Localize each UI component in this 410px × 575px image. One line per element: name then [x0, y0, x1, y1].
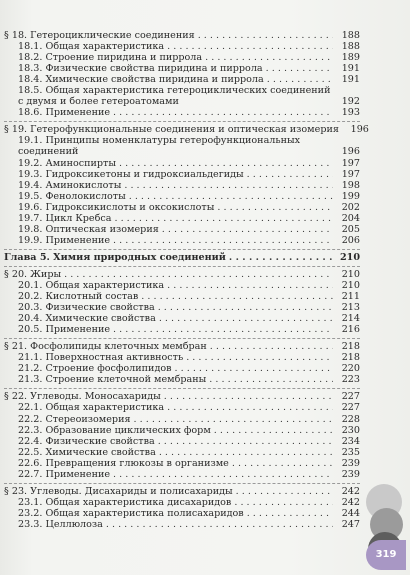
toc-entry-page: 239 — [341, 468, 360, 480]
toc-subsection — [4, 313, 360, 324]
toc-subsection — [4, 497, 360, 508]
toc-entry-page: 213 — [341, 302, 360, 314]
leader-dots — [114, 213, 333, 224]
toc-entry-page: 242 — [341, 496, 360, 508]
toc-subsection-multiline — [4, 135, 360, 157]
toc-subsection — [4, 352, 360, 363]
toc-entry-label: 19.9. Применение — [18, 234, 111, 246]
separator-line — [4, 388, 360, 389]
toc-entry-label: § 20. Жиры — [4, 268, 62, 280]
toc-entry-label: § 18. Гетероциклические соединения — [4, 30, 195, 41]
toc-entry-label: 19.1. Принципы номенклатуры гетерофункциональных соединений — [18, 135, 301, 158]
toc-section-s22 — [4, 391, 360, 479]
toc-entry-label: 19.8. Оптическая изомерия — [18, 223, 159, 235]
toc-entry-page: 205 — [341, 223, 360, 235]
leader-dots — [229, 252, 333, 263]
toc-subsection — [4, 224, 360, 235]
leader-dots — [164, 391, 333, 402]
toc-entry-page: 192 — [341, 96, 360, 108]
toc-entry-label: 22.4. Физические свойства — [18, 435, 155, 447]
toc-entry-page: 191 — [341, 74, 360, 86]
toc-subsection — [4, 469, 360, 480]
toc-entry-label: 20.5. Применение — [18, 324, 111, 336]
toc-entry-label: 22.3. Образование циклических форм — [18, 424, 211, 436]
toc-entry-label: 23.3. Целлюлоза — [18, 518, 103, 530]
toc-entry-label: 19.4. Аминокислоты — [18, 179, 122, 191]
toc-entry-label: § 21. Фосфолипиды клеточных мембран — [4, 341, 207, 353]
toc-subsection — [4, 425, 360, 436]
separator-line — [4, 266, 360, 267]
toc-entry-label: 19.5. Фенолокислоты — [18, 190, 126, 202]
toc-entry-page: 239 — [341, 457, 360, 469]
toc-entry-label: 22.5. Химические свойства — [18, 446, 156, 458]
toc-entry-page: 210 — [339, 251, 360, 263]
toc-entry-label: Глава 5. Химия природных соединений — [4, 251, 226, 263]
toc-section-title — [4, 341, 360, 352]
toc-subsection — [4, 202, 360, 213]
toc-subsection — [4, 508, 360, 519]
toc-subsection — [4, 363, 360, 374]
toc-entry-label: 19.3. Гидроксикетоны и гидроксиальдегиды — [18, 168, 244, 180]
leader-dots — [159, 313, 333, 324]
toc-entry-page: 242 — [341, 485, 360, 497]
leader-dots — [266, 63, 333, 74]
toc-entry-label: 19.6. Гидроксикислоты и оксокислоты — [18, 201, 215, 213]
toc-entry-label: 18.1. Общая характеристика — [18, 41, 165, 53]
toc-entry-page: 206 — [341, 234, 360, 246]
toc-section-s21 — [4, 341, 360, 385]
toc-entry-label: 20.2. Кислотный состав — [18, 291, 139, 303]
toc-entry-label: 20.4. Химические свойства — [18, 313, 156, 325]
toc-entry-page: 220 — [341, 363, 360, 375]
leader-dots — [167, 402, 333, 413]
leader-dots — [119, 158, 333, 169]
toc-entry-label: 22.2. Стереоизомерия — [18, 413, 131, 425]
toc-section-title — [4, 124, 369, 136]
toc-entry-page: 218 — [341, 352, 360, 364]
toc-entry-page: 227 — [341, 391, 360, 403]
toc-entry-page: 230 — [341, 424, 360, 436]
leader-dots — [113, 324, 333, 335]
toc-section-s19 — [4, 124, 369, 246]
leader-dots — [247, 508, 333, 519]
toc-subsection — [4, 402, 360, 413]
toc-subsection — [4, 169, 360, 180]
toc-subsection — [4, 158, 360, 169]
leader-dots — [205, 52, 333, 63]
leader-dots — [141, 291, 333, 302]
leader-dots — [217, 202, 333, 213]
toc-entry-page: 218 — [341, 341, 360, 353]
toc-entry-label: 21.2. Строение фосфолипидов — [18, 363, 172, 375]
toc-entry-page: 210 — [341, 279, 360, 291]
toc-entry-label: 21.3. Строение клеточной мембраны — [18, 374, 207, 386]
toc-entry-page: 247 — [341, 518, 360, 530]
toc-entry-label: 18.6. Применение — [18, 107, 111, 119]
toc-subsection — [4, 74, 360, 85]
toc-subsection — [4, 280, 360, 291]
toc-entry-page: 193 — [341, 107, 360, 119]
leader-dots — [210, 341, 333, 352]
toc-entry-label: § 19. Гетерофункциональные соединения и оптическая изомерия — [4, 124, 339, 136]
toc-subsection — [4, 291, 360, 302]
leader-dots — [234, 497, 333, 508]
toc-section-title — [4, 391, 360, 402]
toc-entry-page: 197 — [341, 168, 360, 180]
toc-entry-page: 244 — [341, 507, 360, 519]
toc-entry-page: 223 — [341, 374, 360, 386]
toc-section-title — [4, 269, 360, 280]
toc-entry-page: 228 — [341, 413, 360, 425]
toc-subsection — [4, 519, 360, 530]
toc-section-title — [4, 30, 360, 41]
toc-entry-label: 23.1. Общая характеристика дисахаридов — [18, 496, 232, 508]
toc-subsection — [4, 324, 360, 335]
toc-entry-page: 198 — [341, 179, 360, 191]
leader-dots — [113, 107, 333, 118]
toc-entry-page: 188 — [341, 41, 360, 53]
toc-entry-page: 211 — [341, 291, 360, 303]
toc-entry-page: 199 — [341, 190, 360, 202]
leader-dots — [113, 469, 333, 480]
leader-dots — [134, 414, 333, 425]
toc-entry-page: 191 — [341, 63, 360, 75]
toc-entry-label: 20.1. Общая характеристика — [18, 279, 165, 291]
toc-entry-page: 210 — [341, 268, 360, 280]
toc-entry-label: 22.7. Применение — [18, 468, 111, 480]
toc-entry-label: 21.1. Поверхностная активность — [18, 352, 184, 364]
toc-subsection — [4, 191, 360, 202]
toc-subsection — [4, 447, 360, 458]
toc-entry-page: 196 — [350, 124, 369, 136]
toc-entry-page: 189 — [341, 52, 360, 64]
toc-subsection — [4, 107, 360, 118]
toc-entry-page: 234 — [341, 435, 360, 447]
toc-entry-label: 18.3. Физические свойства пиридина и пиррола — [18, 63, 263, 75]
toc-entry-page: 197 — [341, 157, 360, 169]
leader-dots — [247, 169, 333, 180]
toc-entry-label: § 23. Углеводы. Дисахариды и полисахариды — [4, 485, 233, 497]
toc-subsection — [4, 63, 360, 74]
toc-subsection — [4, 41, 360, 52]
toc-entry-page: 202 — [341, 201, 360, 213]
leader-dots — [214, 425, 333, 436]
toc-entry-label: 18.2. Строение пиридина и пиррола — [18, 52, 203, 64]
leader-dots — [159, 447, 333, 458]
leader-dots — [158, 436, 333, 447]
toc-entry-page: 188 — [341, 30, 360, 41]
leader-dots — [186, 352, 333, 363]
table-of-contents — [4, 30, 369, 530]
leader-dots — [124, 180, 333, 191]
toc-subsection — [4, 180, 360, 191]
leader-dots — [198, 30, 333, 41]
toc-entry-page: 235 — [341, 446, 360, 458]
toc-section-s23 — [4, 486, 360, 530]
toc-entry-label: § 22. Углеводы. Моносахариды — [4, 391, 161, 403]
toc-chapter — [4, 252, 360, 263]
leader-dots — [106, 519, 333, 530]
page-number: 319 — [366, 540, 406, 570]
toc-subsection — [4, 374, 360, 385]
leader-dots — [113, 235, 333, 246]
leader-dots — [232, 458, 333, 469]
separator-line — [4, 249, 360, 250]
toc-entry-label: 18.4. Химические свойства пиридина и пиррола — [18, 74, 264, 86]
toc-subsection — [4, 414, 360, 425]
separator-line — [4, 338, 360, 339]
leader-dots — [158, 302, 333, 313]
toc-entry-label: 19.7. Цикл Кребса — [18, 212, 112, 224]
toc-entry-page: 214 — [341, 313, 360, 325]
leader-dots — [175, 363, 333, 374]
toc-subsection-multiline — [4, 85, 360, 107]
toc-subsection — [4, 458, 360, 469]
toc-section-s18 — [4, 30, 360, 118]
toc-subsection — [4, 436, 360, 447]
toc-subsection — [4, 52, 360, 63]
toc-entry-page: 227 — [341, 402, 360, 414]
toc-entry-label: 22.1. Общая характеристика — [18, 402, 165, 414]
leader-dots — [236, 486, 333, 497]
toc-entry-label: 22.6. Превращения глюкозы в организме — [18, 457, 229, 469]
toc-subsection — [4, 235, 360, 246]
leader-dots — [267, 74, 333, 85]
toc-entry-label: 20.3. Физические свойства — [18, 302, 155, 314]
leader-dots — [129, 191, 333, 202]
toc-entry-page: 196 — [341, 146, 360, 158]
leader-dots — [209, 374, 333, 385]
toc-section-s20 — [4, 269, 360, 335]
leader-dots — [167, 41, 333, 52]
toc-entry-label: 18.5. Общая характеристика гетероциклических соединений с двумя и более гетероатомами — [18, 85, 331, 108]
toc-entry-label: 23.2. Общая характеристика полисахаридов — [18, 507, 244, 519]
toc-section-title — [4, 486, 360, 497]
leader-dots — [64, 269, 333, 280]
toc-entry-label: 19.2. Аминоспирты — [18, 157, 116, 169]
leader-dots — [162, 224, 333, 235]
toc-entry-page: 216 — [341, 324, 360, 336]
separator-line — [4, 121, 360, 122]
leader-dots — [167, 280, 333, 291]
toc-subsection — [4, 302, 360, 313]
toc-entry-page: 204 — [341, 212, 360, 224]
separator-line — [4, 483, 360, 484]
toc-subsection — [4, 213, 360, 224]
